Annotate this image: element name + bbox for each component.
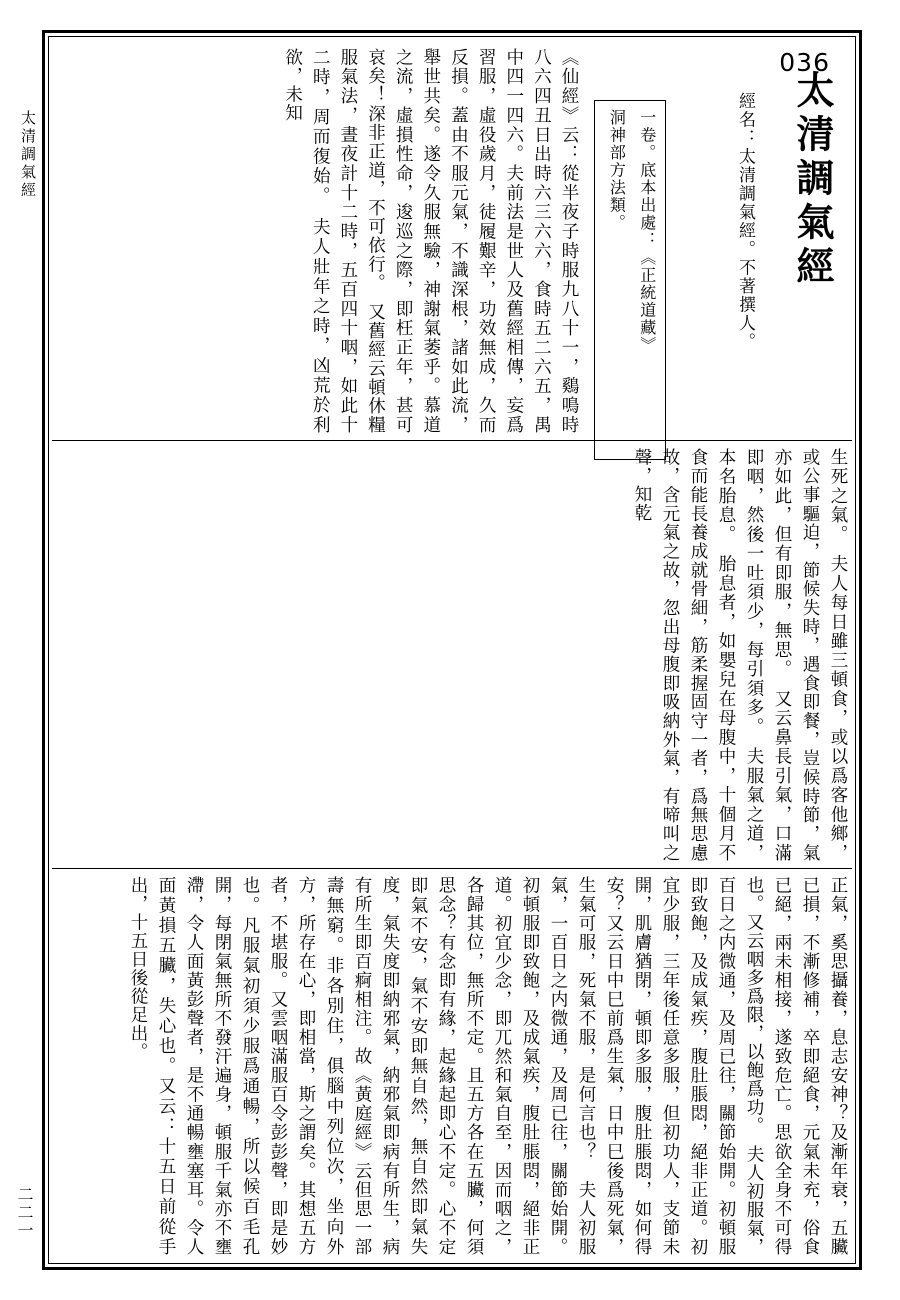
register-divider-top (52, 440, 852, 441)
meta-scripture-name: 經名：太清調氣經。不著撰人。 (735, 92, 755, 351)
page-content (52, 40, 852, 1260)
scripture-meta (729, 92, 759, 392)
page-number: 二二一 (15, 1186, 34, 1240)
page-title: 太清調氣經 (790, 70, 835, 290)
register-middle-text: 生死之氣。 夫人每日雖三頓食，或以爲客他鄉，或公事驅迫，節候失時，遇食即餐，豈候時節，氣亦如此，但有即服，無思。 又云鼻長引氣，口滿即咽，然後一吐須少，每引須多。 夫服氣之道，本名胎息。 胎息者，如嬰兒在母腹中，十個月不食而能長養成就骨細，筋柔握固守一者，爲無思慮故，含元氣之故，忽出母腹即吸納外氣，有啼叫之聲，知乾 (632, 448, 848, 862)
register-bottom (52, 876, 852, 1256)
folio-number: 036 (779, 48, 830, 77)
source-note-text (601, 109, 662, 451)
register-divider-bottom (52, 868, 852, 869)
source-section-line: 洞神部方法類。 (607, 109, 627, 232)
register-middle (52, 448, 852, 862)
source-volume-line: 一卷。底本出處：《正統道藏》 (637, 109, 657, 354)
running-head: 太清調氣經 (19, 110, 37, 200)
register-top-text: 《仙經》云：從半夜子時服九八十一，鷄鳴時八六四丑日出時六三六六，食時五二六五，禺中四一四六。夫前法是世人及舊經相傳，妄爲習服，虛役歲月，徒履艱辛，功效無成，久而反損。蓋由不服元氣，不識深根，諸如此流，舉世共矣。遂令久服無驗，神謝氣萎乎。慕道之流，虛損性命，逡巡之際，即枉正年，甚可哀矣！深非正道，不可依行。 又舊經云頓休糧服氣法，晝夜計十二時，五百四十咽，如此十二時，周而復始。 夫人壯年之時，凶荒於利欲，未知 (282, 48, 579, 434)
source-note-box (594, 100, 666, 460)
register-bottom-text: 正氣，奚思攝養，息志安神？及漸年衰，五臟已損，不漸修補，卒即絕食，元氣未充，俗食已絕，兩未相接，遂致危亡。思欲全身不可得也。又云咽多爲限，以飽爲功。 夫人初服氣，百日之内微通，及周已往，關節始開。初頓服即致飽，及成氣疾，腹肚脹悶，絕非正道。初宜少服，三年後任意多服，但初功人，支節未開，肌膚猶閉，頓即多服，腹肚脹悶，如何得安？又云日中巳前爲生氣，日中巳後爲死氣，生氣可服，死氣不服，是何言也？ 夫人初服氣，一百日之内微通，及周已往，關節始開。初頓服即致飽，及成氣疾，腹肚脹悶，絕非正道。初宜少念，即兀然和氣自至，因而咽之，各歸其位，無所不定。且五方各在五臟，何須思念？有念即有緣，起緣起即心不定。心不定即氣不安，氣不安即無自然，無自然即氣失度，氣失度即納邪氣，納邪氣即病有所生，病有所生即百痾相注。故《黃庭經》云但思一部壽無窮。非各別住，俱腦中列位次，坐向外方，所存在心，即相當，斯之謂矣。其想五方者，不堪服。又雲咽滿服百令彭彭聲，即是妙也。凡服氣初須少服爲通暢，所以候百毛孔開，每閉氣無所不發汗遍身，頓服千氣亦不壅滯，令人面黃彭聲者，是不通暢壅塞耳。令人面黃損五臟，失心也。又云：十五日前從手出，十五日後從足出。 (128, 876, 848, 1256)
register-top (52, 48, 582, 434)
